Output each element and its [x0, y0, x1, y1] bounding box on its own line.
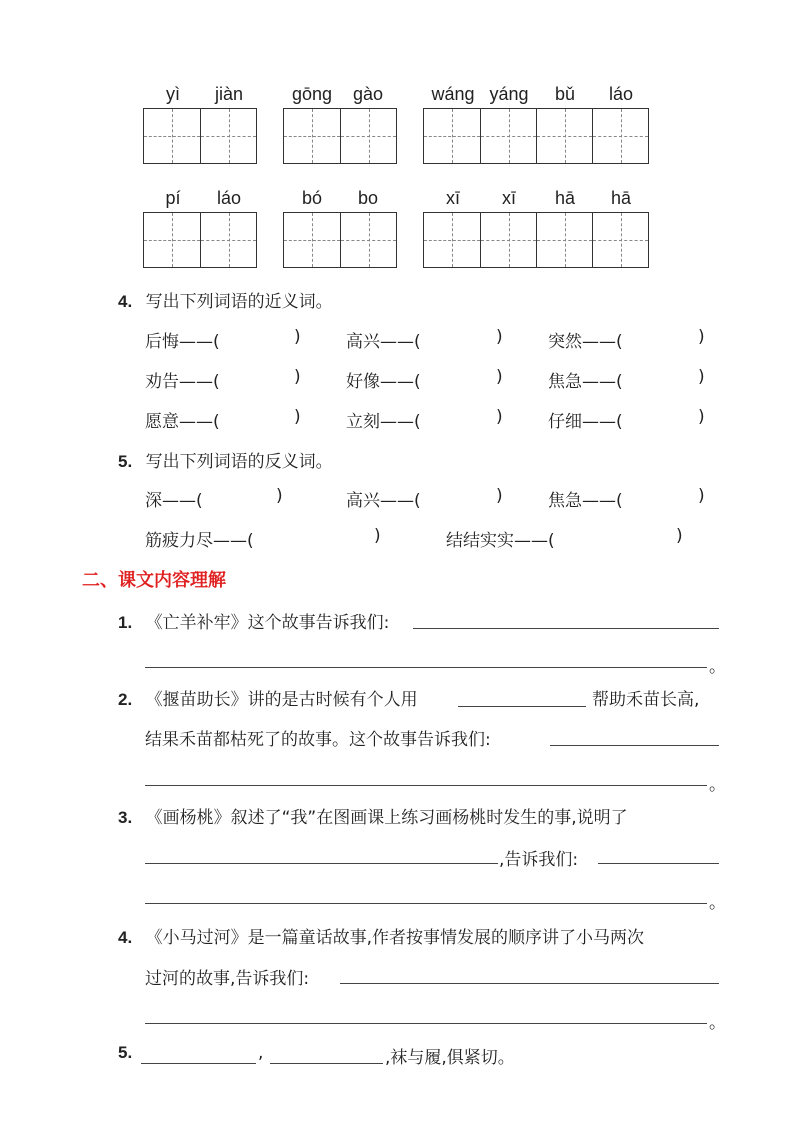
close-paren: ) — [496, 407, 503, 427]
question-text: 《亡羊补牢》这个故事告诉我们: — [145, 613, 390, 633]
word-item: 后悔——( — [145, 332, 220, 352]
pinyin: hā — [554, 188, 576, 208]
question-text: 过河的故事,告诉我们: — [145, 969, 310, 989]
pinyin: láo — [608, 84, 634, 104]
close-paren: ) — [496, 327, 503, 347]
word-item: 突然——( — [548, 332, 623, 352]
pinyin: bǔ — [554, 84, 576, 104]
question-text: 结果禾苗都枯死了的故事。这个故事告诉我们: — [145, 730, 491, 750]
word-item: 高兴——( — [346, 332, 421, 352]
writing-grid[interactable] — [283, 108, 397, 164]
pinyin: bo — [357, 188, 379, 208]
comma: , — [258, 1043, 264, 1063]
close-paren: ) — [374, 526, 381, 546]
close-paren: ) — [276, 486, 283, 506]
pinyin: láo — [216, 188, 242, 208]
pinyin: gào — [352, 84, 384, 104]
pinyin: yáng — [489, 84, 529, 104]
answer-line[interactable] — [458, 706, 586, 707]
writing-grid[interactable] — [423, 212, 649, 268]
answer-line[interactable] — [145, 1023, 707, 1024]
pinyin: pí — [165, 188, 181, 208]
word-item: 结结实实——( — [446, 531, 555, 551]
word-item: 焦急——( — [548, 372, 623, 392]
question-heading — [118, 447, 333, 472]
question-text: 帮助禾苗长高, — [592, 690, 700, 710]
writing-grid[interactable] — [143, 108, 257, 164]
close-paren: ) — [698, 367, 705, 387]
close-paren: ) — [676, 526, 683, 546]
word-item: 好像——( — [346, 372, 421, 392]
pinyin: bó — [301, 188, 323, 208]
question-text: ,袜与履,俱紧切。 — [385, 1048, 515, 1068]
pinyin: xī — [501, 188, 516, 208]
pinyin: jiàn — [214, 84, 244, 104]
question-text: 《画杨桃》叙述了“我”在图画课上练习画杨桃时发生的事,说明了 — [145, 808, 628, 828]
pinyin: hā — [610, 188, 632, 208]
word-item: 深——( — [145, 491, 203, 511]
question-number: 3. — [118, 808, 133, 827]
word-item: 仔细——( — [548, 412, 623, 432]
close-paren: ) — [496, 367, 503, 387]
question-5-number: 5. — [118, 1043, 133, 1062]
close-paren: ) — [698, 486, 705, 506]
word-item: 立刻——( — [346, 412, 421, 432]
pinyin: wáng — [431, 84, 475, 104]
word-item: 焦急——( — [548, 491, 623, 511]
question-4 — [118, 923, 644, 948]
writing-grid[interactable] — [283, 212, 397, 268]
answer-line[interactable] — [145, 903, 707, 904]
close-paren: ) — [294, 367, 301, 387]
question-title: 写出下列词语的反义词。 — [145, 452, 333, 472]
pinyin: yì — [165, 84, 180, 104]
word-item: 愿意——( — [145, 412, 220, 432]
period-mark: 。 — [709, 657, 726, 677]
word-item: 劝告——( — [145, 372, 220, 392]
close-paren: ) — [294, 327, 301, 347]
question-number: 4. — [118, 292, 133, 311]
period-mark: 。 — [709, 775, 726, 795]
answer-line[interactable] — [145, 863, 498, 864]
question-3 — [118, 803, 628, 828]
answer-line[interactable] — [550, 745, 719, 746]
question-number: 2. — [118, 690, 133, 709]
question-text: 《小马过河》是一篇童话故事,作者按事情发展的顺序讲了小马两次 — [145, 928, 644, 948]
period-mark: 。 — [709, 1013, 726, 1033]
answer-line[interactable] — [598, 863, 719, 864]
question-text: 《揠苗助长》讲的是古时候有个人用 — [145, 690, 418, 710]
close-paren: ) — [698, 407, 705, 427]
period-mark: 。 — [709, 893, 726, 913]
close-paren: ) — [496, 486, 503, 506]
word-item: 高兴——( — [346, 491, 421, 511]
answer-line[interactable] — [270, 1063, 383, 1064]
question-1 — [118, 608, 389, 633]
question-heading — [118, 287, 333, 312]
question-number: 1. — [118, 613, 133, 632]
answer-line[interactable] — [145, 667, 707, 668]
section-title: 二、课文内容理解 — [82, 570, 226, 591]
close-paren: ) — [294, 407, 301, 427]
close-paren: ) — [698, 327, 705, 347]
word-item: 筋疲力尽——( — [145, 531, 254, 551]
answer-line[interactable] — [141, 1063, 256, 1064]
question-title: 写出下列词语的近义词。 — [145, 292, 333, 312]
writing-grid[interactable] — [143, 212, 257, 268]
answer-line[interactable] — [145, 785, 707, 786]
question-2 — [118, 685, 418, 710]
answer-line[interactable] — [413, 628, 719, 629]
pinyin: gōng — [291, 84, 333, 104]
answer-line[interactable] — [340, 983, 719, 984]
question-text: ,告诉我们: — [499, 850, 579, 870]
question-number: 5. — [118, 452, 133, 471]
pinyin: xī — [445, 188, 460, 208]
writing-grid[interactable] — [423, 108, 649, 164]
question-number: 4. — [118, 928, 133, 947]
